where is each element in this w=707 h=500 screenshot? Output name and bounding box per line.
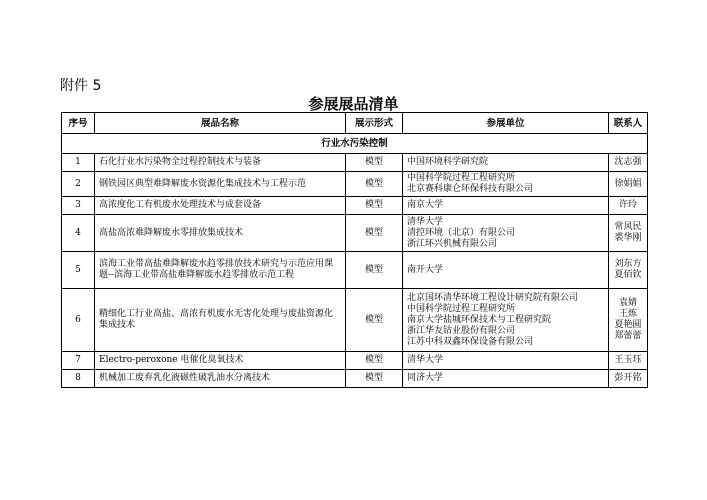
cell-name: 钢铁园区典型难降解废水资源化集成技术与工程示范 <box>95 172 346 197</box>
attachment-label: 附件 5 <box>60 78 102 94</box>
column-header-unit: 参展单位 <box>403 113 609 134</box>
cell-unit <box>403 252 609 289</box>
cell-unit <box>403 289 609 352</box>
contact-line: 沈志强 <box>614 157 642 167</box>
unit-line: 南京大学 <box>407 200 444 210</box>
unit-line: 中国环境科学研究院 <box>407 157 489 167</box>
unit-line: 南开大学 <box>407 264 444 275</box>
contact-line: 王玉珏 <box>614 355 642 365</box>
cell-unit <box>403 154 609 172</box>
cell-no: 1 <box>62 154 95 172</box>
cell-unit <box>403 352 609 370</box>
unit-line: 北京赛科康仑环保科技有限公司 <box>407 184 534 194</box>
contact-line: 彭开铭 <box>614 373 642 383</box>
cell-name: 精细化工行业高盐、高浓有机废水无害化处理与废盐资源化集成技术 <box>95 289 346 352</box>
cell-no: 3 <box>62 197 95 215</box>
unit-line: 清华大学 <box>407 216 444 227</box>
table-row <box>62 289 648 352</box>
contact-line: 袁婧 <box>618 298 637 308</box>
cell-no: 2 <box>62 172 95 197</box>
cell-form: 模型 <box>346 215 403 252</box>
cell-form: 模型 <box>346 172 403 197</box>
cell-no: 4 <box>62 215 95 252</box>
cell-contact <box>609 289 648 352</box>
unit-line: 南京大学盐城环保技术与工程研究院 <box>407 314 552 325</box>
cell-no: 6 <box>62 289 95 352</box>
cell-contact <box>609 172 648 197</box>
cell-form: 模型 <box>346 289 403 352</box>
cell-name: 石化行业水污染物全过程控制技术与装备 <box>95 154 346 172</box>
cell-no: 5 <box>62 252 95 289</box>
table-row <box>62 215 648 252</box>
table-header-row <box>62 113 648 134</box>
cell-form: 模型 <box>346 352 403 370</box>
contact-line: 夏佰钦 <box>614 270 642 280</box>
document-title: 参展展品清单 <box>308 95 399 113</box>
cell-contact <box>609 154 648 172</box>
cell-contact <box>609 197 648 215</box>
cell-name: Electro-peroxone 电催化臭氧技术 <box>95 352 346 370</box>
cell-form: 模型 <box>346 370 403 388</box>
contact-line: 徐娟娟 <box>614 178 642 189</box>
table-row <box>62 252 648 289</box>
section-title: 行业水污染控制 <box>62 134 648 154</box>
cell-unit <box>403 172 609 197</box>
cell-unit <box>403 370 609 388</box>
section-row <box>62 134 648 154</box>
unit-line: 中国科学院过程工程研究所 <box>407 173 516 183</box>
cell-name: 机械加工废弃乳化液磁性破乳油水分离技术 <box>95 370 346 388</box>
cell-name: 高浓度化工有机废水处理技术与成套设备 <box>95 197 346 215</box>
exhibit-table <box>61 112 648 388</box>
cell-contact <box>609 352 648 370</box>
unit-line: 同济大学 <box>407 373 444 383</box>
unit-line: 北京国环清华环境工程设计研究院有限公司 <box>407 292 579 303</box>
unit-line: 浙江环兴机械有限公司 <box>407 238 498 249</box>
column-header-contact: 联系人 <box>609 113 648 134</box>
cell-unit <box>403 215 609 252</box>
cell-contact <box>609 252 648 289</box>
table-row <box>62 370 648 388</box>
contact-line: 刘东方 <box>614 259 642 269</box>
cell-form: 模型 <box>346 154 403 172</box>
cell-unit <box>403 197 609 215</box>
column-header-no: 序号 <box>62 113 95 134</box>
unit-line: 江苏中科双鑫环保设备有限公司 <box>407 336 534 347</box>
unit-line: 清控环境（北京）有限公司 <box>407 227 516 238</box>
contact-line: 郑蕾蕾 <box>614 331 642 341</box>
unit-line: 中国科学院过程工程研究所 <box>407 303 516 314</box>
cell-contact <box>609 370 648 388</box>
contact-line: 裘华刚 <box>614 233 642 243</box>
cell-name: 高盐高浓难降解废水零排放集成技术 <box>95 215 346 252</box>
column-header-name: 展品名称 <box>95 113 346 134</box>
unit-line: 浙江华友钴业股份有限公司 <box>407 325 516 336</box>
table-row <box>62 197 648 215</box>
contact-line: 夏艳圆 <box>614 320 642 330</box>
unit-line: 清华大学 <box>407 355 444 365</box>
cell-no: 8 <box>62 370 95 388</box>
cell-contact <box>609 215 648 252</box>
cell-form: 模型 <box>346 252 403 289</box>
contact-line: 常风民 <box>614 222 642 232</box>
cell-form: 模型 <box>346 197 403 215</box>
contact-line: 许玲 <box>618 200 637 210</box>
cell-name: 滨海工业带高盐难降解废水趋零排放技术研究与示范应用课题--滨海工业带高盐难降解废水趋零排放示范工程 <box>95 252 346 289</box>
cell-no: 7 <box>62 352 95 370</box>
table-row <box>62 154 648 172</box>
table-row <box>62 172 648 197</box>
table-row <box>62 352 648 370</box>
contact-line: 王炼 <box>618 309 637 319</box>
column-header-form: 展示形式 <box>346 113 403 134</box>
